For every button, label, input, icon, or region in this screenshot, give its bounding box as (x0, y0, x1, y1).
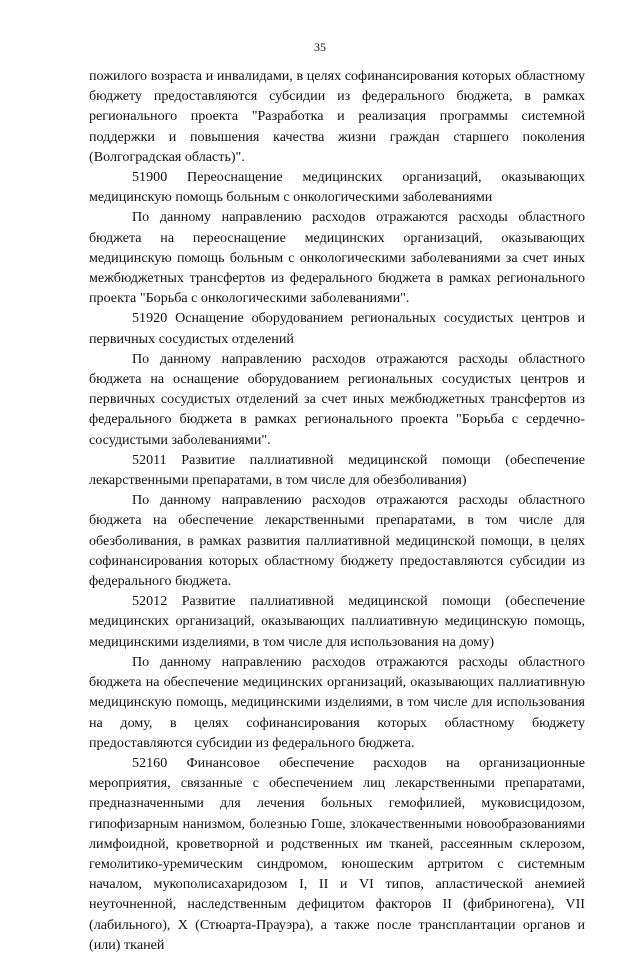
section-heading-52011: 52011 Развитие паллиативной медицинской помощи (обеспечение лекарственными препаратами, в том числе для обезболивания) (89, 451, 585, 489)
paragraph-51900-description: По данному направлению расходов отражаются расходы областного бюджета на переоснащение медицинских организаций, оказывающих медицинскую помощь больным с онкологическими заболеваниями за счет иных межбюджетных трансфертов из федерального бюджета в рамках регионального проекта "Борьба с онкологическими заболеваниями". (89, 209, 585, 307)
paragraph-52012-description: По данному направлению расходов отражаются расходы областного бюджета на обеспечение медицинских организаций, оказывающих паллиативную медицинскую помощь, медицинскими изделиями, в том числе для использования на дому, в целях софинансирования которых областному бюджету предоставляются субсидии из федерального бюджета. (89, 653, 585, 751)
page-number: 35 (314, 40, 326, 54)
section-heading-52012: 52012 Развитие паллиативной медицинской помощи (обеспечение медицинских организаций, оказывающих паллиативную медицинскую помощь, медицинскими изделиями, в том числе для использования на дому) (89, 593, 585, 650)
paragraph-52011-description: По данному направлению расходов отражаются расходы областного бюджета на обеспечение лекарственными препаратами, в том числе для обезболивания, в рамках развития паллиативной медицинской помощи, в целях софинансирования которых областному бюджету предоставляются субсидии из федерального бюджета. (89, 492, 585, 590)
section-heading-51900: 51900 Переоснащение медицинских организаций, оказывающих медицинскую помощь больным с онкологическими заболеваниями (89, 169, 585, 206)
section-heading-52160: 52160 Финансовое обеспечение расходов на организационные мероприятия, связанные с обеспечением лиц лекарственными препаратами, предназначенными для лечения больных гемофилией, муковисцидозом, гипофизарным нанизмом, болезнью Гоше, злокачественными новообразованиями лимфоидной, кроветворной и родственных им тканей, рассеянным склерозом, гемолитико-уремическим синдромом, юношеским артритом с системным началом, мукополисахаридозом I, II и VI типов, апластической анемией неуточненной, наследственным дефицитом факторов II (фибриногена), VII (лабильного), X (Стюарта-Прауэра), а также после трансплантации органов и (или) тканей (89, 754, 585, 953)
section-heading-51920: 51920 Оснащение оборудованием региональных сосудистых центров и первичных сосудистых отделений (89, 310, 585, 347)
document-body (89, 66, 585, 955)
paragraph-51920-description: По данному направлению расходов отражаются расходы областного бюджета на оснащение оборудованием региональных сосудистых центров и первичных сосудистых отделений за счет иных межбюджетных трансфертов из федерального бюджета в рамках регионального проекта "Борьба с сердечно-сосудистыми заболеваниями". (89, 350, 585, 448)
paragraph-continuation: пожилого возраста и инвалидами, в целях софинансирования которых областному бюджету предоставляются субсидии из федерального бюджета, в рамках регионального проекта "Разработка и реализация программы системной поддержки и повышения качества жизни граждан старшего поколения (Волгоградская область)". (89, 68, 585, 165)
